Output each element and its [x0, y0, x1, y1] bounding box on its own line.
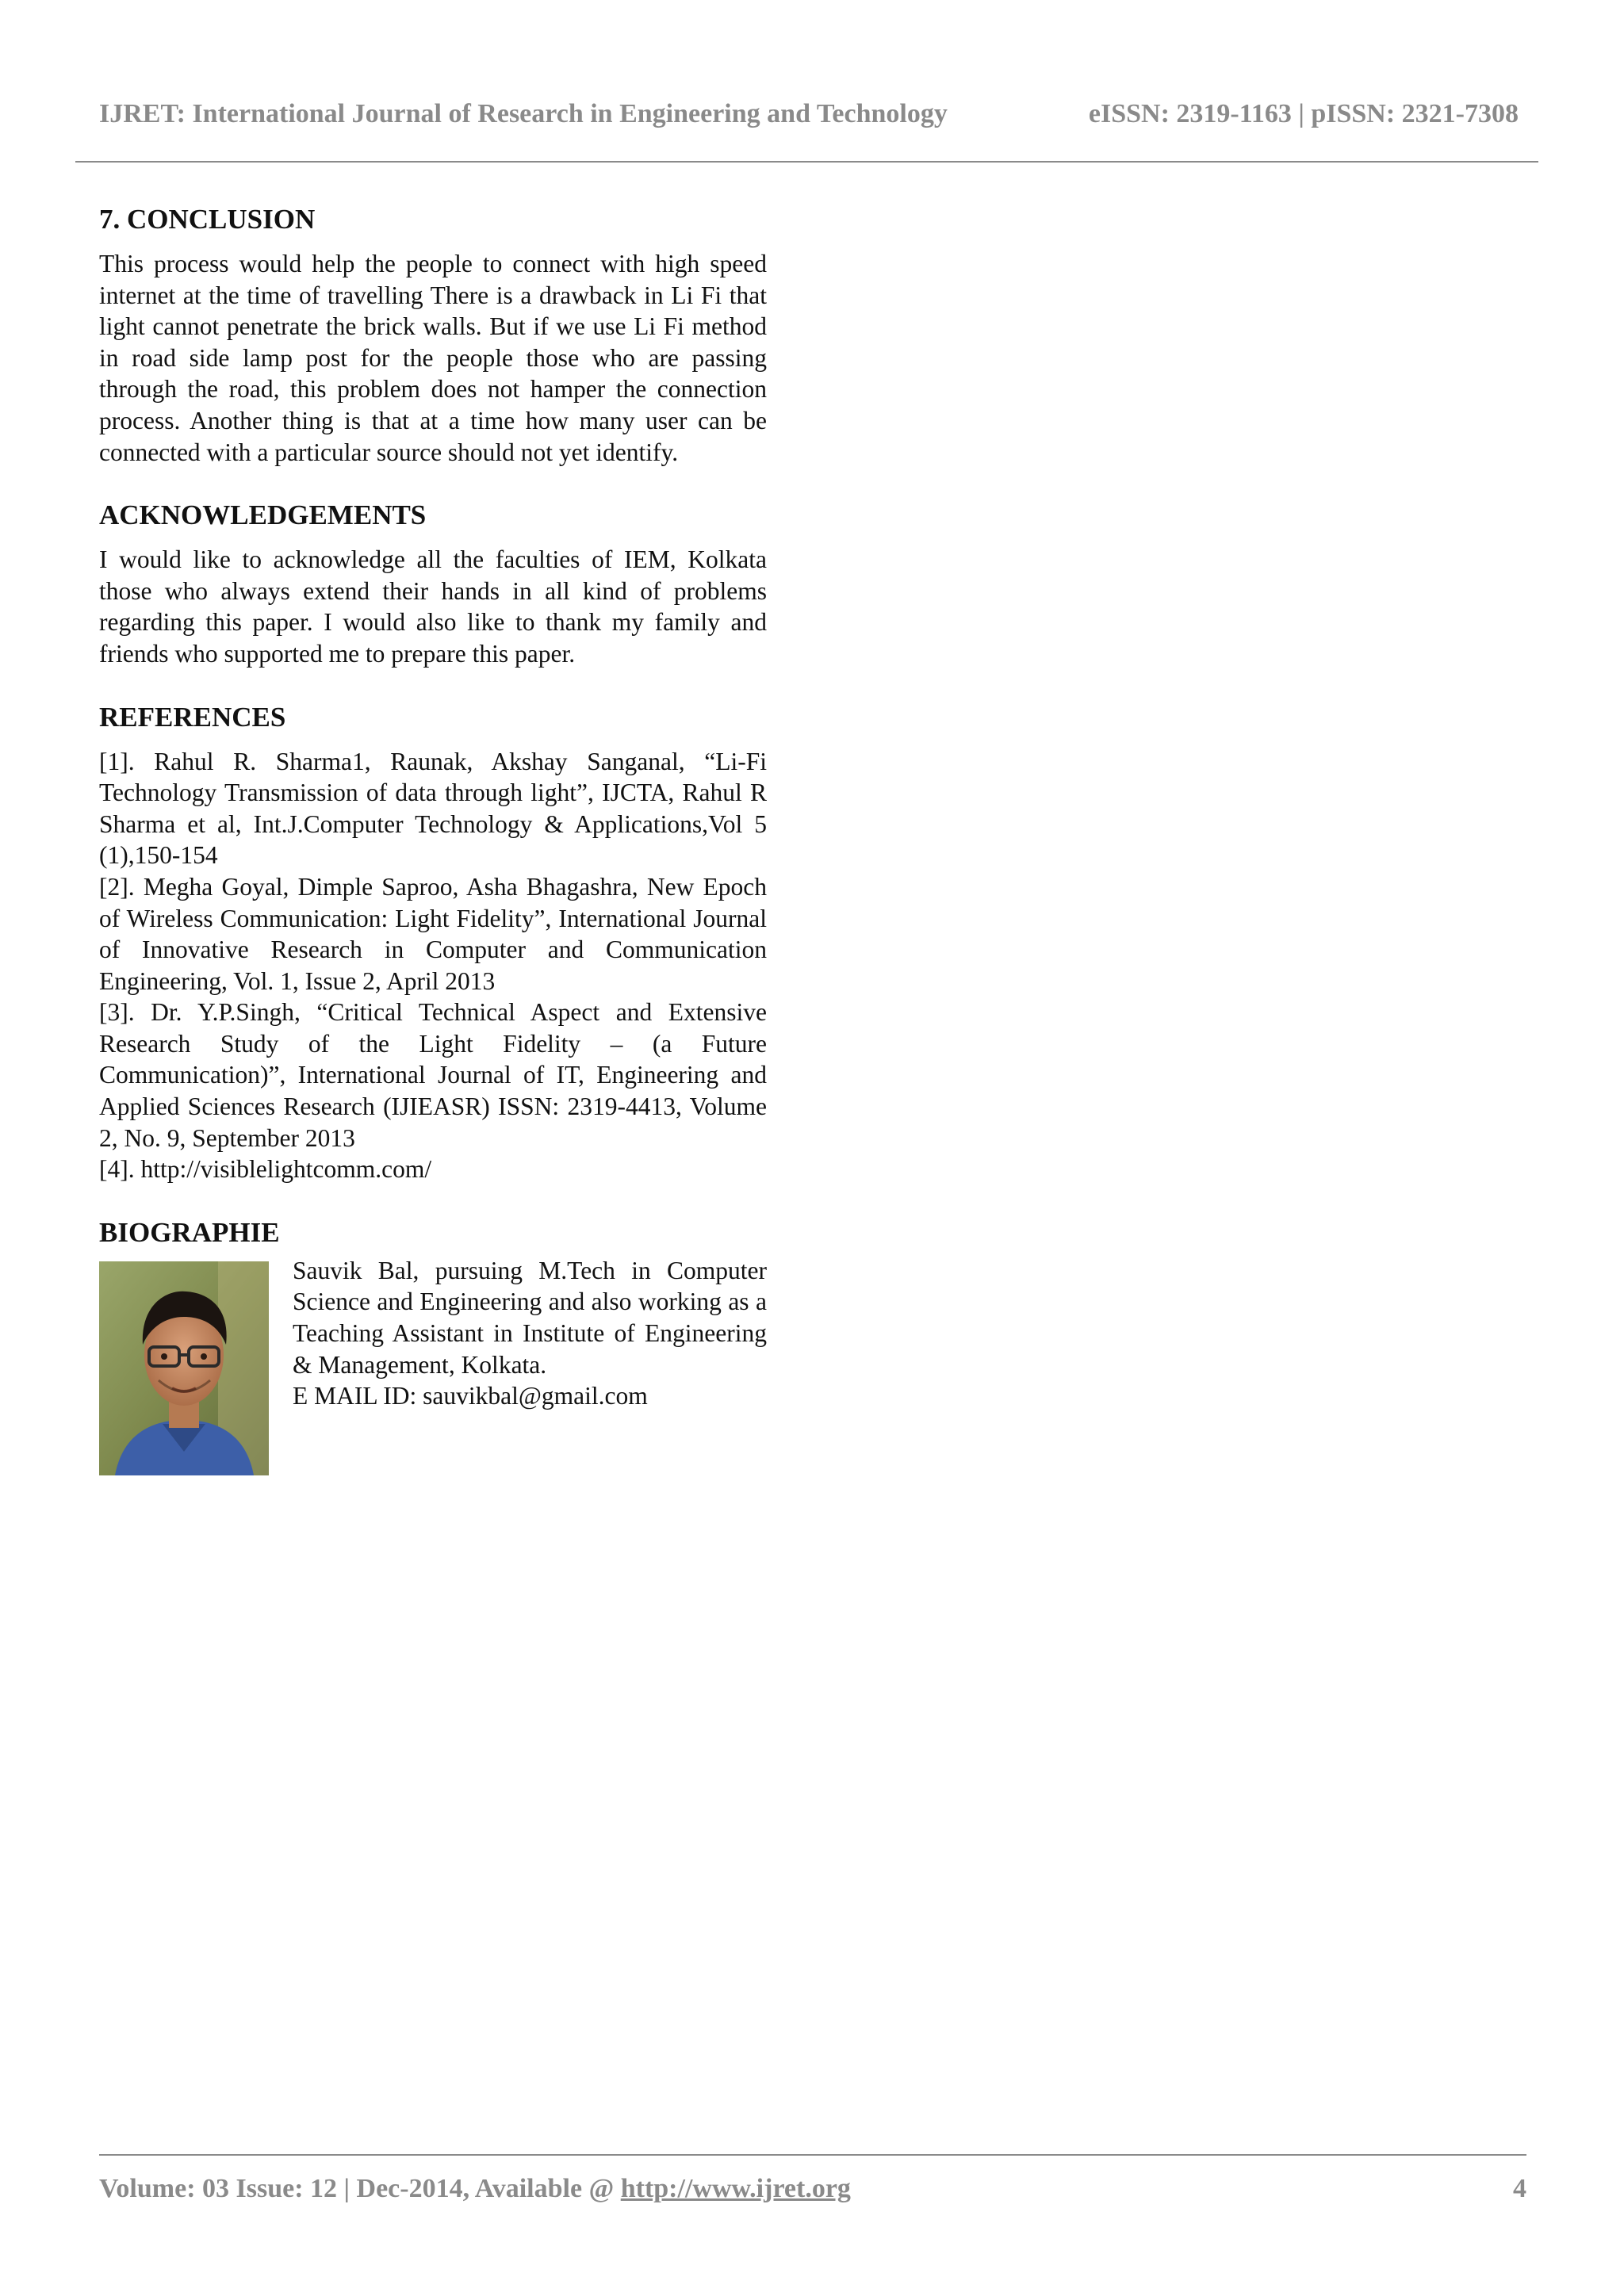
references-heading: REFERENCES [99, 701, 286, 733]
biography-text-block [293, 1255, 767, 1412]
page-header [99, 99, 1519, 131]
reference-item: [2]. Megha Goyal, Dimple Saproo, Asha Bhagashra, New Epoch of Wireless Communication: Light Fidelity”, International Journal of Innovative Research in Computer and Communication Engineering, Vol. 1, Issue 2, April 2013 [99, 872, 767, 995]
footer-website-link[interactable]: http://www.ijret.org [620, 2174, 851, 2203]
acknowledgements-heading: ACKNOWLEDGEMENTS [99, 499, 427, 531]
author-photo [99, 1261, 269, 1475]
acknowledgements-paragraph: I would like to acknowledge all the faculties of IEM, Kolkata those who always extend their hands in all kind of problems regarding this paper. I would also like to thank my family and friends who supported me to prepare this paper. [99, 545, 767, 668]
text-column [99, 202, 767, 1475]
reference-item: [4]. http://visiblelightcomm.com/ [99, 1155, 432, 1184]
reference-list [99, 746, 767, 1185]
footer-divider [99, 2154, 1526, 2156]
page-number: 4 [1513, 2174, 1526, 2203]
reference-item: [1]. Rahul R. Sharma1, Raunak, Akshay Sanganal, “Li-Fi Technology Transmission of data through light”, IJCTA, Rahul R Sharma et al, Int.J.Computer Technology & Applications,Vol 5 (1),150-154 [99, 747, 767, 870]
journal-issn: eISSN: 2319-1163 | pISSN: 2321-7308 [1088, 99, 1519, 128]
footer-info [99, 2174, 851, 2204]
biography-email: E MAIL ID: sauvikbal@gmail.com [293, 1382, 648, 1410]
reference-item: [3]. Dr. Y.P.Singh, “Critical Technical Aspect and Extensive Research Study of the Light Fidelity – (a Future Communication)”, International Journal of IT, Engineering and Applied Sciences Research (IJIEASR) ISSN: 2319-4413, Volume 2, No. 9, September 2013 [99, 998, 767, 1152]
page-footer [99, 2174, 1526, 2209]
header-divider [75, 161, 1538, 163]
conclusion-paragraph: This process would help the people to connect with high speed internet at the time of travelling There is a drawback in Li Fi that light cannot penetrate the brick walls. But if we use Li Fi method in road side lamp post for the people those who are passing through the road, this problem does not hamper the connection process. Another thing is that at a time how many user can be connected with a particular source should not yet identify. [99, 250, 767, 466]
biography-description: Sauvik Bal, pursuing M.Tech in Computer Science and Engineering and also working as a Teaching Assistant in Institute of Engineering & Management, Kolkata. [293, 1256, 767, 1379]
biography-heading: BIOGRAPHIE [99, 1216, 280, 1248]
biography-section [99, 1256, 767, 1475]
journal-title: IJRET: International Journal of Research in Engineering and Technology [99, 99, 948, 128]
footer-volume-info: Volume: 03 Issue: 12 | Dec-2014, Available @ [99, 2174, 621, 2203]
conclusion-heading: 7. CONCLUSION [99, 204, 316, 235]
